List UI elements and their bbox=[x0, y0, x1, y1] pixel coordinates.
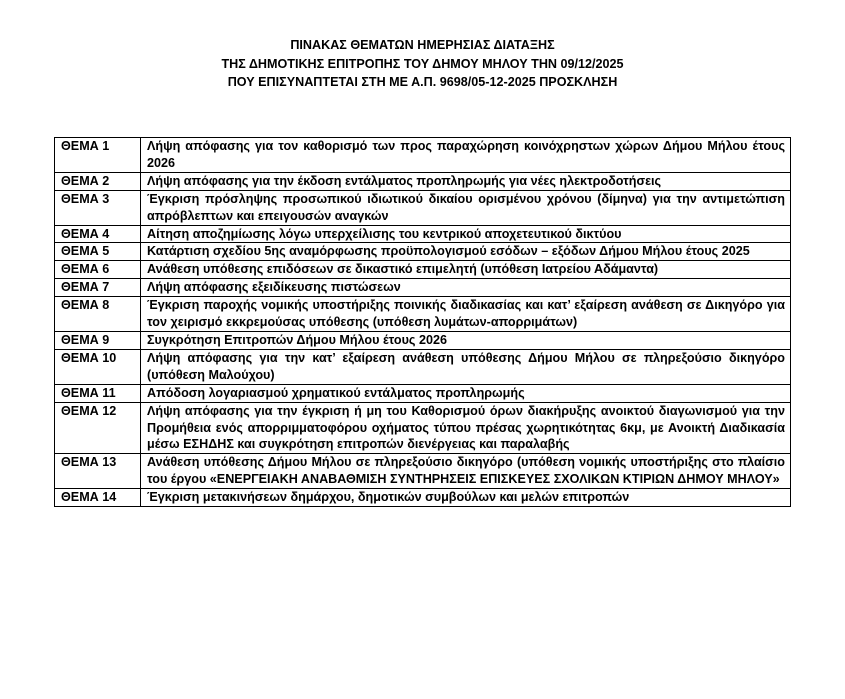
agenda-item-number: ΘΕΜΑ 10 bbox=[55, 349, 141, 384]
agenda-row bbox=[55, 243, 791, 261]
agenda-row bbox=[55, 279, 791, 297]
header-title-line: ΠΙΝΑΚΑΣ ΘΕΜΑΤΩΝ ΗΜΕΡΗΣΙΑΣ ΔΙΑΤΑΞΗΣ bbox=[290, 38, 555, 52]
agenda-item-text: Έγκριση μετακινήσεων δημάρχου, δημοτικών συμβούλων και μελών επιτροπών bbox=[141, 489, 791, 507]
agenda-item-text: Λήψη απόφασης για την κατ’ εξαίρεση ανάθεση υπόθεσης Δήμου Μήλου σε πληρεξούσιο δικηγόρο (υπόθεση Μαλούχου) bbox=[141, 349, 791, 384]
agenda-item-text: Κατάρτιση σχεδίου 5ης αναμόρφωσης προϋπολογισμού εσόδων – εξόδων Δήμου Μήλου έτους 2025 bbox=[141, 243, 791, 261]
header-reference-line: ΠΟΥ ΕΠΙΣΥΝΑΠΤΕΤΑΙ ΣΤΗ ΜΕ Α.Π. 9698/05-12-2025 ΠΡΟΣΚΛΗΣΗ bbox=[227, 75, 618, 89]
agenda-row bbox=[55, 297, 791, 332]
agenda-item-text: Ανάθεση υπόθεσης επιδόσεων σε δικαστικό επιμελητή (υπόθεση Ιατρείου Αδάμαντα) bbox=[141, 261, 791, 279]
agenda-row bbox=[55, 225, 791, 243]
agenda-item-number: ΘΕΜΑ 8 bbox=[55, 297, 141, 332]
agenda-item-text: Συγκρότηση Επιτροπών Δήμου Μήλου έτους 2026 bbox=[141, 331, 791, 349]
agenda-item-number: ΘΕΜΑ 1 bbox=[55, 138, 141, 173]
agenda-table bbox=[54, 137, 791, 507]
agenda-row bbox=[55, 384, 791, 402]
agenda-item-number: ΘΕΜΑ 5 bbox=[55, 243, 141, 261]
agenda-row bbox=[55, 172, 791, 190]
agenda-row bbox=[55, 349, 791, 384]
agenda-item-number: ΘΕΜΑ 12 bbox=[55, 402, 141, 454]
agenda-item-number: ΘΕΜΑ 9 bbox=[55, 331, 141, 349]
agenda-item-number: ΘΕΜΑ 7 bbox=[55, 279, 141, 297]
agenda-item-text: Έγκριση πρόσληψης προσωπικού ιδιωτικού δικαίου ορισμένου χρόνου (δίμηνα) για την αντιμετώπιση απρόβλεπτων και επειγουσών αναγκών bbox=[141, 190, 791, 225]
agenda-row bbox=[55, 402, 791, 454]
agenda-item-number: ΘΕΜΑ 11 bbox=[55, 384, 141, 402]
agenda-row bbox=[55, 454, 791, 489]
agenda-item-number: ΘΕΜΑ 3 bbox=[55, 190, 141, 225]
agenda-item-number: ΘΕΜΑ 4 bbox=[55, 225, 141, 243]
agenda-item-number: ΘΕΜΑ 14 bbox=[55, 489, 141, 507]
agenda-row bbox=[55, 138, 791, 173]
agenda-row bbox=[55, 190, 791, 225]
agenda-item-text: Αίτηση αποζημίωσης λόγω υπερχείλισης του κεντρικού αποχετευτικού δικτύου bbox=[141, 225, 791, 243]
agenda-row bbox=[55, 261, 791, 279]
agenda-item-number: ΘΕΜΑ 6 bbox=[55, 261, 141, 279]
header-committee-line: ΤΗΣ ΔΗΜΟΤΙΚΗΣ ΕΠΙΤΡΟΠΗΣ ΤΟΥ ΔΗΜΟΥ ΜΗΛΟΥ ΤΗΝ 09/12/2025 bbox=[221, 56, 624, 71]
document-header bbox=[0, 36, 845, 92]
agenda-row bbox=[55, 489, 791, 507]
agenda-item-text: Ανάθεση υπόθεσης Δήμου Μήλου σε πληρεξούσιο δικηγόρο (υπόθεση νομικής υποστήριξης στο πλαίσιο του έργου «ΕΝΕΡΓΕΙΑΚΗ ΑΝΑΒΑΘΜΙΣΗ ΣΥΝΤΗΡΗΣΕΙΣ ΕΠΙΣΚΕΥΕΣ ΣΧΟΛΙΚΩΝ ΚΤΙΡΙΩΝ ΔΗΜΟΥ ΜΗΛΟΥ» bbox=[141, 454, 791, 489]
agenda-item-text: Απόδοση λογαριασμού χρηματικού εντάλματος προπληρωμής bbox=[141, 384, 791, 402]
agenda-item-number: ΘΕΜΑ 2 bbox=[55, 172, 141, 190]
agenda-item-text: Λήψη απόφασης για την έκδοση εντάλματος προπληρωμής για νέες ηλεκτροδοτήσεις bbox=[141, 172, 791, 190]
agenda-item-number: ΘΕΜΑ 13 bbox=[55, 454, 141, 489]
agenda-item-text: Λήψη απόφασης για τον καθορισμό των προς παραχώρηση κοινόχρηστων χώρων Δήμου Μήλου έτους 2026 bbox=[141, 138, 791, 173]
agenda-item-text: Έγκριση παροχής νομικής υποστήριξης ποινικής διαδικασίας και κατ’ εξαίρεση ανάθεση σε Δικηγόρο για τον χειρισμό εκκρεμούσας υπόθεσης (υπόθεση λυμάτων-απορριμάτων) bbox=[141, 297, 791, 332]
agenda-row bbox=[55, 331, 791, 349]
agenda-item-text: Λήψη απόφασης εξειδίκευσης πιστώσεων bbox=[141, 279, 791, 297]
agenda-item-text: Λήψη απόφασης για την έγκριση ή μη του Καθορισμού όρων διακήρυξης ανοικτού διαγωνισμού για την Προμήθεια ενός απορριμματοφόρου οχήματος τύπου πρέσας χωρητικότητας 6κμ, με Ανοικτή Διαδικασία μέσω ΕΣΗΔΗΣ και συγκρότηση επιτροπών διενέργειας και παραλαβής bbox=[141, 402, 791, 454]
